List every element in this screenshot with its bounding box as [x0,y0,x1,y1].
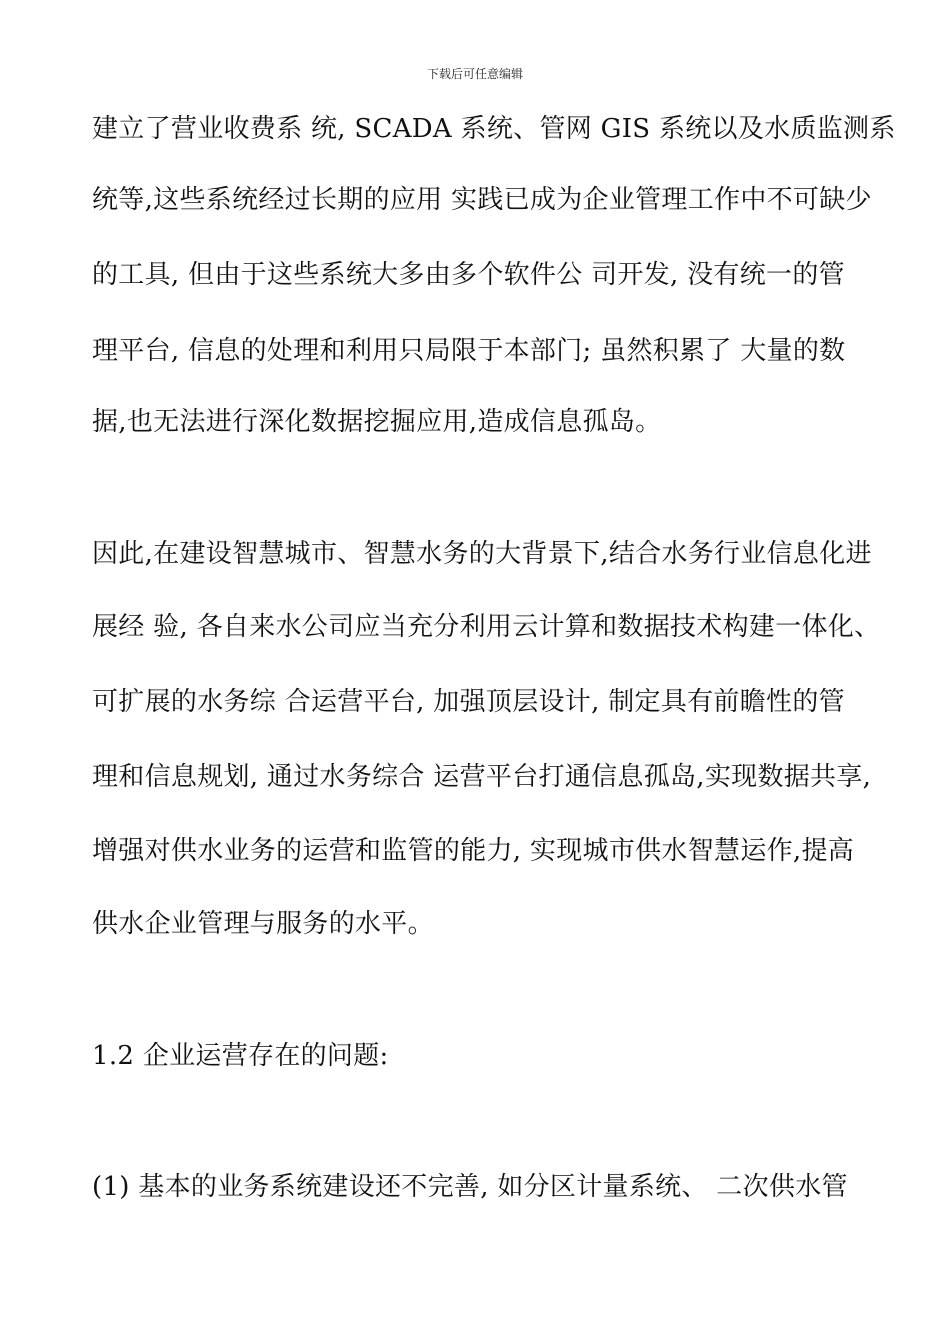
text-line: 的工具, 但由于这些系统大多由多个软件公 司开发, 没有统一的管 [92,260,845,290]
text-line: 展经 验, 各自来水公司应当充分利用云计算和数据技术构建一体化、 [92,612,881,642]
text-line: 供水企业管理与服务的水平。 [92,909,434,939]
text-line: 据,也无法进行深化数据挖掘应用,造成信息孤岛。 [92,407,662,437]
page-header: 下载后可任意编辑 [426,67,523,81]
text-line: 建立了营业收费系 统, SCADA 系统、管网 GIS 系统以及水质监测系 [92,114,896,144]
text-line: (1) 基本的业务系统建设还不完善, 如分区计量系统、 二次供水管 [92,1172,848,1202]
text-line: 统等,这些系统经过长期的应用 实践已成为企业管理工作中不可缺少 [92,185,872,215]
text-line: 理和信息规划, 通过水务综合 运营平台打通信息孤岛,实现数据共享, [92,762,872,792]
text-line: 增强对供水业务的运营和监管的能力, 实现城市供水智慧运作,提高 [92,836,855,866]
text-line: 可扩展的水务综 合运营平台, 加强顶层设计, 制定具有前瞻性的管 [92,687,845,717]
text-line: 因此,在建设智慧城市、智慧水务的大背景下,结合水务行业信息化进 [92,539,872,569]
section-heading: 1.2 企业运营存在的问题: [92,1041,389,1071]
text-line: 理平台, 信息的处理和利用只局限于本部门; 虽然积累了 大量的数 [92,336,846,366]
